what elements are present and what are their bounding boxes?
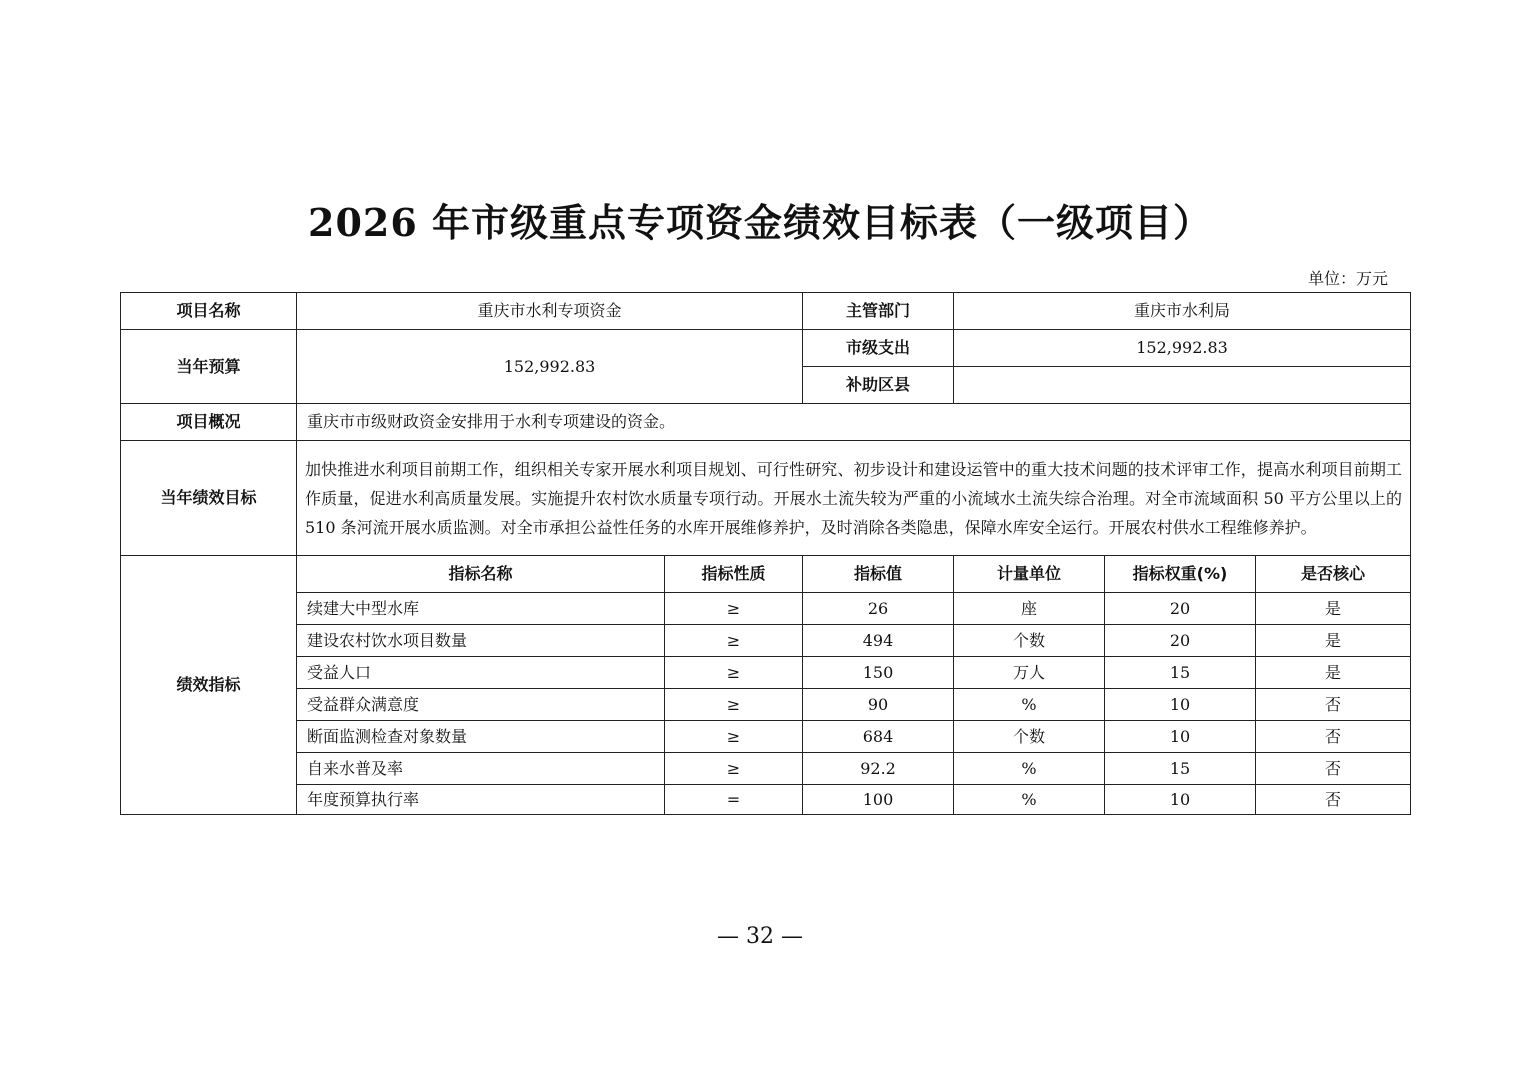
header-indicator-nature: 指标性质 xyxy=(665,556,803,593)
row-overview xyxy=(121,404,1411,441)
indicator-unit: 座 xyxy=(954,593,1105,625)
row-goals xyxy=(121,441,1411,556)
indicator-is-core: 否 xyxy=(1256,689,1411,721)
document-title: 2026 年市级重点专项资金绩效目标表（一级项目） xyxy=(308,200,1212,245)
indicator-unit: 个数 xyxy=(954,721,1105,753)
indicator-value: 150 xyxy=(803,657,954,689)
indicators-label: 绩效指标 xyxy=(121,556,297,815)
unit-label: 单位：万元 xyxy=(1307,269,1388,288)
performance-table xyxy=(120,292,1411,815)
table-row xyxy=(121,625,1411,657)
indicator-value: 100 xyxy=(803,785,954,815)
indicator-unit: % xyxy=(954,753,1105,785)
page-number: — 32 — xyxy=(717,924,803,949)
city-expense-value: 152,992.83 xyxy=(954,330,1411,367)
indicator-name: 年度预算执行率 xyxy=(297,785,665,815)
indicator-unit: 个数 xyxy=(954,625,1105,657)
overview-value: 重庆市市级财政资金安排用于水利专项建设的资金。 xyxy=(297,404,1411,441)
budget-label: 当年预算 xyxy=(121,330,297,404)
table-row xyxy=(121,721,1411,753)
indicator-nature: ≥ xyxy=(665,625,803,657)
indicator-is-core: 否 xyxy=(1256,753,1411,785)
dept-label: 主管部门 xyxy=(803,293,954,330)
indicator-value: 684 xyxy=(803,721,954,753)
indicator-weight: 20 xyxy=(1105,593,1256,625)
header-is-core: 是否核心 xyxy=(1256,556,1411,593)
indicator-is-core: 是 xyxy=(1256,657,1411,689)
indicator-name: 断面监测检查对象数量 xyxy=(297,721,665,753)
indicator-nature: ≥ xyxy=(665,721,803,753)
header-indicator-name: 指标名称 xyxy=(297,556,665,593)
header-unit: 计量单位 xyxy=(954,556,1105,593)
indicator-weight: 15 xyxy=(1105,657,1256,689)
indicator-nature: ≥ xyxy=(665,657,803,689)
indicator-unit: % xyxy=(954,689,1105,721)
row-project-name xyxy=(121,293,1411,330)
indicator-is-core: 是 xyxy=(1256,593,1411,625)
table-row xyxy=(121,689,1411,721)
subsidy-label: 补助区县 xyxy=(803,367,954,404)
indicator-weight: 10 xyxy=(1105,721,1256,753)
table-row xyxy=(121,657,1411,689)
indicator-nature: ≥ xyxy=(665,593,803,625)
indicator-value: 494 xyxy=(803,625,954,657)
indicator-value: 90 xyxy=(803,689,954,721)
indicator-name: 续建大中型水库 xyxy=(297,593,665,625)
indicator-weight: 10 xyxy=(1105,785,1256,815)
overview-label: 项目概况 xyxy=(121,404,297,441)
indicator-name: 建设农村饮水项目数量 xyxy=(297,625,665,657)
indicator-value: 26 xyxy=(803,593,954,625)
header-weight: 指标权重(%) xyxy=(1105,556,1256,593)
indicator-weight: 20 xyxy=(1105,625,1256,657)
indicator-nature: = xyxy=(665,785,803,815)
city-expense-label: 市级支出 xyxy=(803,330,954,367)
indicator-unit: % xyxy=(954,785,1105,815)
table-row xyxy=(121,785,1411,815)
row-budget xyxy=(121,330,1411,367)
indicator-value: 92.2 xyxy=(803,753,954,785)
indicator-nature: ≥ xyxy=(665,689,803,721)
header-indicator-value: 指标值 xyxy=(803,556,954,593)
indicator-weight: 10 xyxy=(1105,689,1256,721)
indicator-name: 受益人口 xyxy=(297,657,665,689)
indicator-is-core: 否 xyxy=(1256,785,1411,815)
indicator-name: 自来水普及率 xyxy=(297,753,665,785)
indicator-is-core: 是 xyxy=(1256,625,1411,657)
budget-value: 152,992.83 xyxy=(297,330,803,404)
table-row xyxy=(121,753,1411,785)
indicator-header-row xyxy=(121,556,1411,593)
indicator-unit: 万人 xyxy=(954,657,1105,689)
goals-label: 当年绩效目标 xyxy=(121,441,297,556)
goals-value: 加快推进水利项目前期工作，组织相关专家开展水利项目规划、可行性研究、初步设计和建设运管中的重大技术问题的技术评审工作，提高水利项目前期工作质量，促进水利高质量发展。实施提升农村饮水质量专项行动。开展水土流失较为严重的小流域水土流失综合治理。对全市流域面积 50 平方公里以上的 510 条河流开展水质监测。对全市承担公益性任务的水库开展维修养护，及时消除各类隐患，保障水库安全运行。开展农村供水工程维修养护。 xyxy=(297,441,1411,556)
indicator-nature: ≥ xyxy=(665,753,803,785)
project-name-value: 重庆市水利专项资金 xyxy=(297,293,803,330)
table-row xyxy=(121,593,1411,625)
project-name-label: 项目名称 xyxy=(121,293,297,330)
subsidy-value xyxy=(954,367,1411,404)
indicator-is-core: 否 xyxy=(1256,721,1411,753)
indicator-name: 受益群众满意度 xyxy=(297,689,665,721)
indicator-weight: 15 xyxy=(1105,753,1256,785)
dept-value: 重庆市水利局 xyxy=(954,293,1411,330)
